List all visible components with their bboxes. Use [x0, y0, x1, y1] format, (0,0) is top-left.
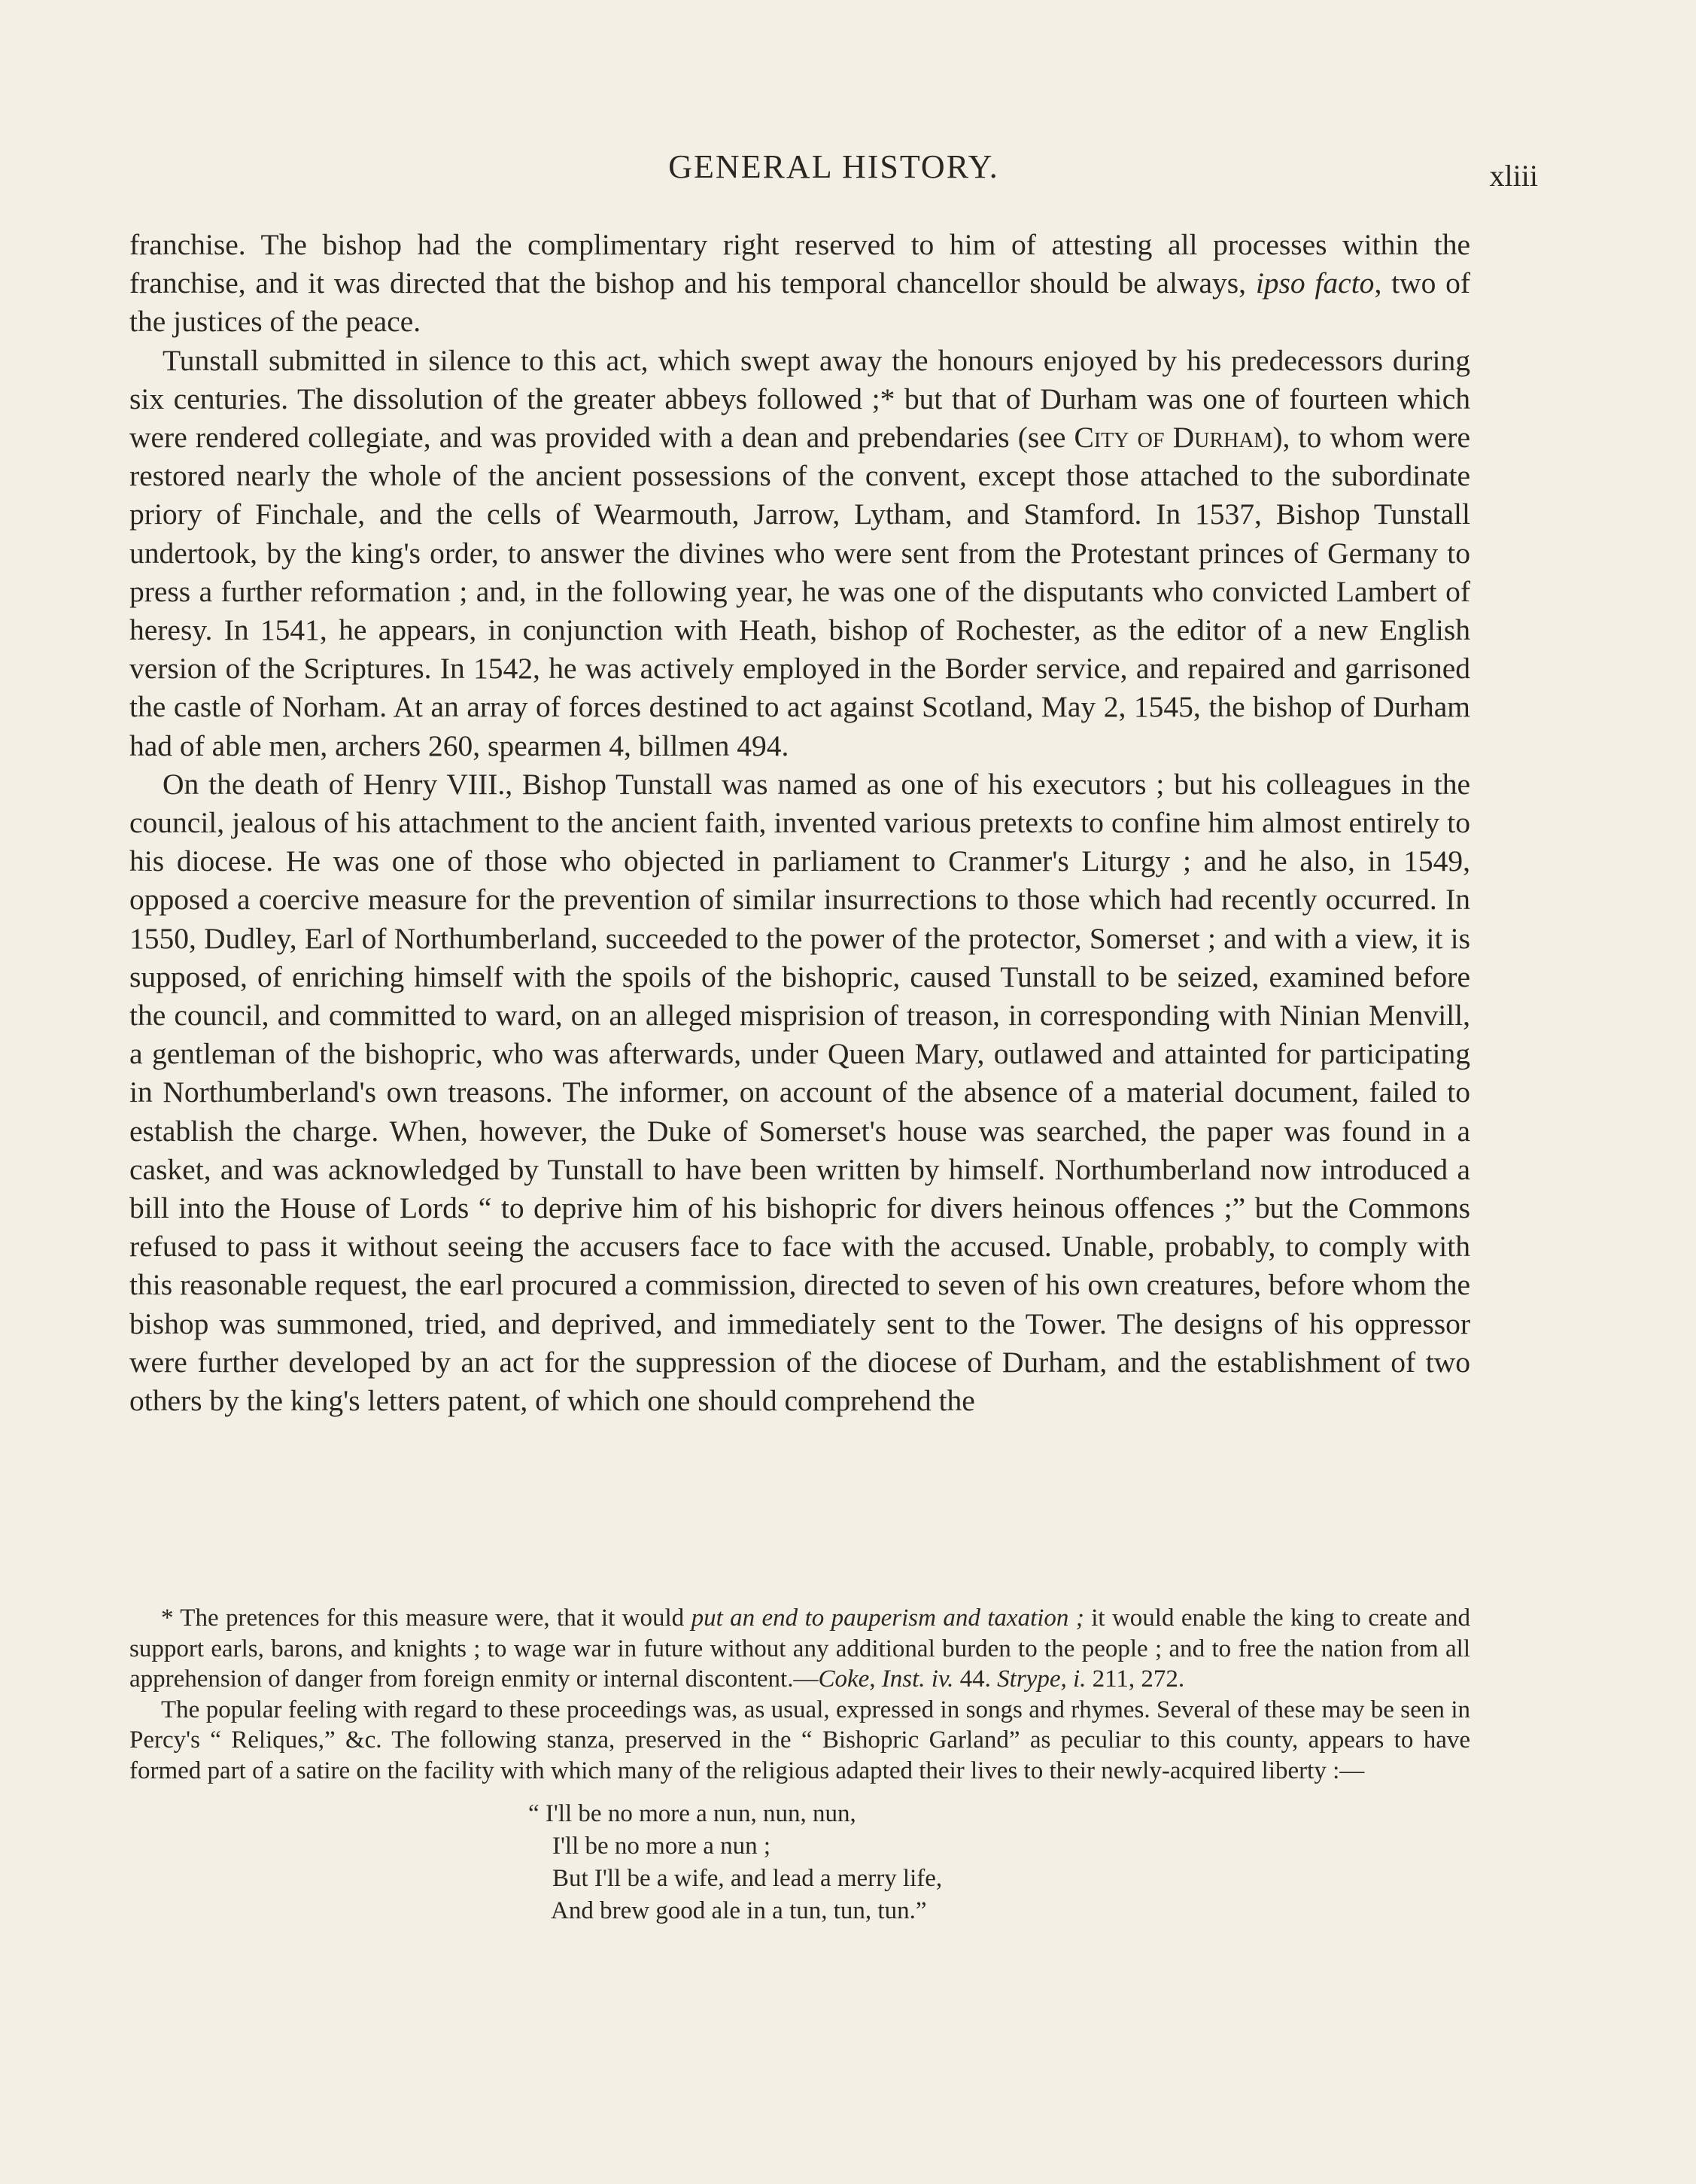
footnote-1-cite-coke-num: 44. [953, 1665, 998, 1693]
paragraph-2 [129, 342, 1470, 765]
paragraph-2-text-b: ), to whom were restored nearly the whole of the ancient possessions of the convent, except those attached to the subordinate priory of Finchale, and the cells of Wearmouth, Jarrow, Lytham, and Stamford. In 1537, Bishop Tunstall undertook, by the king's order, to answer the divines who were sent from the Protestant princes of Germany to press a further reformation ; and, in the following year, he was one of the disputants who convicted Lambert of heresy. In 1541, he appears, in conjunction with Heath, bishop of Rochester, as the editor of a new English version of the Scriptures. In 1542, he was actively employed in the Border service, and repaired and garrisoned the castle of Norham. At an array of forces destined to act against Scotland, May 2, 1545, the bishop of Durham had of able men, archers 260, spearmen 4, billmen 494. [129, 421, 1470, 762]
paragraph-1-text-a: franchise. The bishop had the complimentary right reserved to him of attesting all processes within the franchise, and it was directed that the bishop and his temporal chancellor should be always, [129, 228, 1470, 300]
main-text [129, 226, 1470, 1420]
footnote-1-cite-strype: Strype, i. [997, 1665, 1087, 1693]
footnote-1-cite-coke: Coke, Inst. iv. [818, 1665, 954, 1693]
footnote-1-italic: put an end to pauperism and taxation ; [691, 1605, 1084, 1632]
running-title: GENERAL HISTORY. [668, 148, 999, 185]
footnote-1-lead: * The pretences for this measure were, that it would [161, 1605, 691, 1632]
verse-line-1: “ I'll be no more a nun, nun, nun, [528, 1800, 856, 1827]
paragraph-1-text-b: , two of the justices of the peace. [129, 266, 1471, 339]
paragraph-3-text: On the death of Henry VIII., Bishop Tunstall was named as one of his executors ; but his colleagues in the council, jealous of his attachment to the ancient faith, invented various pretexts to confine him almost entirely to his diocese. He was one of those who objected in parliament to Cranmer's Liturgy ; and he also, in 1549, opposed a coercive measure for the prevention of similar insurrections to those which had recently occurred. In 1550, Dudley, Earl of Northumberland, succeeded to the power of the protector, Somerset ; and with a view, it is supposed, of enriching himself with the spoils of the bishopric, caused Tunstall to be seized, examined before the council, and committed to ward, on an alleged misprision of treason, in corresponding with Ninian Menvill, a gentleman of the bishopric, who was afterwards, under Queen Mary, outlawed and attainted for participating in Northumberland's own treasons. The informer, on account of the absence of a material document, failed to establish the charge. When, however, the Duke of Somerset's house was searched, the paper was found in a casket, and was acknowledged by Tunstall to have been written by himself. Northumberland now introduced a bill into the House of Lords “ to deprive him of his bishopric for divers heinous offences ;” but the Commons refused to pass it without seeing the accusers face to face with the accused. Unable, probably, to comply with this reasonable request, the earl procured a commission, directed to seven of his own creatures, before whom the bishop was summoned, tried, and deprived, and immediately sent to the Tower. The designs of his oppressor were further developed by an act for the suppression of the diocese of Durham, and the establishment of two others by the king's letters patent, of which one should comprehend the [129, 767, 1470, 1418]
paragraph-1 [129, 226, 1470, 342]
verse-line-4: And brew good ale in a tun, tun, tun.” [551, 1897, 927, 1924]
footnote-2: The popular feeling with regard to these proceedings was, as usual, expressed in songs and rhymes. Several of these may be seen in Percy's “ Reliques,” &c. The following stanza, preserved in the “ Bishopric Garland” as peculiar to this county, appears to have formed part of a satire on the facility with which many of the religious adapted their lives to their newly-acquired liberty :— [129, 1696, 1470, 1784]
footnote-1-cite-strype-num: 211, 272. [1086, 1665, 1185, 1693]
footnote-1 [129, 1603, 1470, 1695]
page-number: xliii [1489, 159, 1538, 193]
paragraph-2-text-a: Tunstall submitted in silence to this act, which swept away the honours enjoyed by his predecessors during six centuries. The dissolution of the greater abbeys followed ;* but that of Durham was one of fourteen which were rendered collegiate, and was provided with a dean and prebendaries (see [129, 343, 1470, 455]
footnote-1-mid: it would enable the king to create and support earls, barons, and knights ; to wage war in future without any additional burden to the people ; and to free the nation from all apprehension of danger from foreign enmity or internal discontent.— [129, 1605, 1470, 1693]
footnotes [129, 1603, 1470, 1927]
paragraph-1-italic: ipso facto [1255, 266, 1375, 300]
verse-line-3: But I'll be a wife, and lead a merry life, [552, 1865, 943, 1892]
verse-line-2: I'll be no more a nun ; [552, 1833, 771, 1860]
cross-reference: City of Durham [1074, 421, 1273, 455]
running-header [129, 148, 1538, 193]
paragraph-3 [129, 765, 1470, 1420]
verse-stanza [528, 1798, 1470, 1927]
